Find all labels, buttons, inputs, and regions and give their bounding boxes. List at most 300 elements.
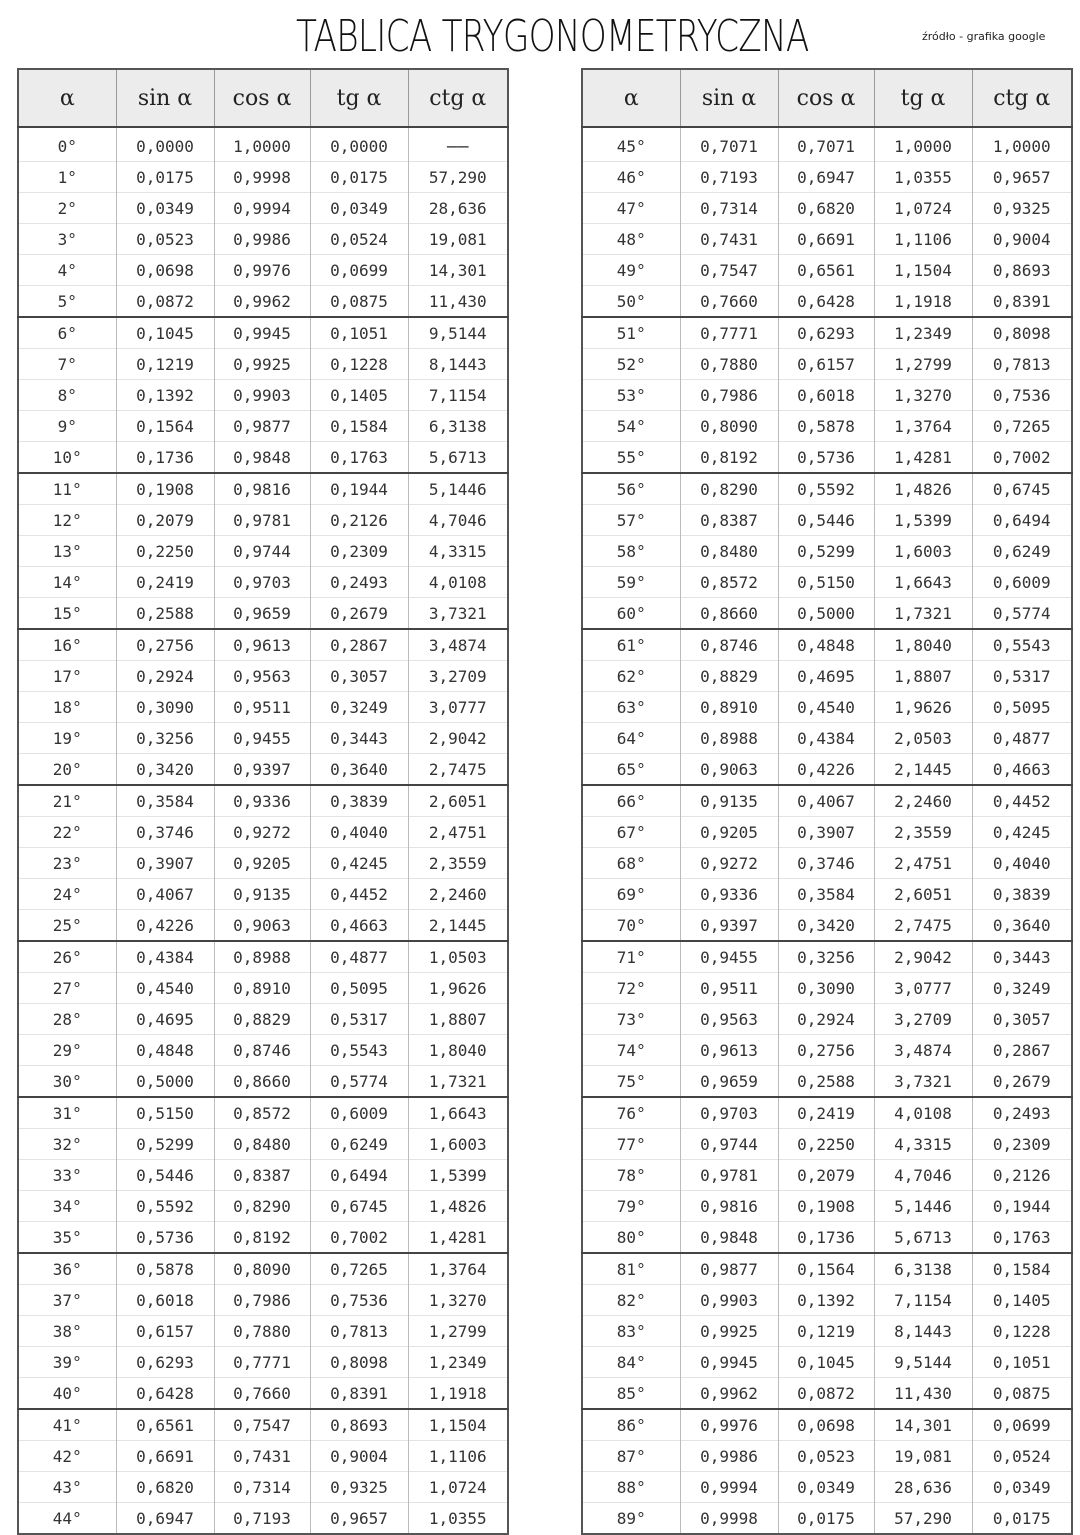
sin-cell: 0,3256 — [116, 723, 214, 754]
header-sin: sin α — [116, 69, 214, 127]
table-row — [582, 1503, 1072, 1535]
cos-cell: 0,6428 — [778, 286, 874, 318]
angle-cell: 75° — [582, 1066, 680, 1098]
cos-cell: 0,7547 — [214, 1409, 310, 1441]
sin-cell: 0,9781 — [680, 1160, 778, 1191]
angle-cell: 31° — [18, 1097, 116, 1129]
angle-cell: 77° — [582, 1129, 680, 1160]
tg-cell: 0,2679 — [310, 598, 408, 630]
tg-cell: 0,8693 — [310, 1409, 408, 1441]
tg-cell: 2,7475 — [874, 910, 972, 942]
sin-cell: 0,7986 — [680, 380, 778, 411]
cos-cell: 0,8660 — [214, 1066, 310, 1098]
page-title: TABLICA TRYGONOMETRYCZNA — [296, 11, 809, 62]
sin-cell: 0,9994 — [680, 1472, 778, 1503]
sin-cell: 0,8387 — [680, 505, 778, 536]
sin-cell: 0,8988 — [680, 723, 778, 754]
sin-cell: 0,8660 — [680, 598, 778, 630]
ctg-cell: 3,2709 — [408, 661, 508, 692]
table-header-row — [18, 69, 508, 127]
table-row — [582, 1285, 1072, 1316]
sin-cell: 0,8910 — [680, 692, 778, 723]
tg-cell: 0,1763 — [310, 442, 408, 474]
cos-cell: 0,1908 — [778, 1191, 874, 1222]
cos-cell: 0,8192 — [214, 1222, 310, 1254]
sin-cell: 0,5150 — [116, 1097, 214, 1129]
angle-cell: 65° — [582, 754, 680, 786]
table-row — [18, 255, 508, 286]
angle-cell: 59° — [582, 567, 680, 598]
cos-cell: 0,9703 — [214, 567, 310, 598]
tg-cell: 1,8040 — [874, 629, 972, 661]
cos-cell: 0,2250 — [778, 1129, 874, 1160]
sin-cell: 0,4848 — [116, 1035, 214, 1066]
table-row — [18, 505, 508, 536]
table-row — [18, 1191, 508, 1222]
ctg-cell: 0,1051 — [972, 1347, 1072, 1378]
cos-cell: 0,5000 — [778, 598, 874, 630]
cos-cell: 0,6018 — [778, 380, 874, 411]
tg-cell: 0,0875 — [310, 286, 408, 318]
ctg-cell: 0,6009 — [972, 567, 1072, 598]
angle-cell: 57° — [582, 505, 680, 536]
tg-cell: 1,0355 — [874, 162, 972, 193]
ctg-cell: 0,0699 — [972, 1409, 1072, 1441]
ctg-cell: 14,301 — [408, 255, 508, 286]
sin-cell: 0,1564 — [116, 411, 214, 442]
sin-cell: 0,9998 — [680, 1503, 778, 1535]
ctg-cell: 1,0724 — [408, 1472, 508, 1503]
ctg-cell: 0,3057 — [972, 1004, 1072, 1035]
tg-cell: 1,3764 — [874, 411, 972, 442]
angle-cell: 51° — [582, 317, 680, 349]
angle-cell: 76° — [582, 1097, 680, 1129]
sin-cell: 0,9903 — [680, 1285, 778, 1316]
angle-cell: 78° — [582, 1160, 680, 1191]
tg-cell: 2,0503 — [874, 723, 972, 754]
angle-cell: 22° — [18, 817, 116, 848]
sin-cell: 0,5299 — [116, 1129, 214, 1160]
cos-cell: 0,9781 — [214, 505, 310, 536]
sin-cell: 0,7071 — [680, 127, 778, 162]
ctg-cell: 0,4245 — [972, 817, 1072, 848]
table-body-right — [582, 127, 1072, 1534]
table-row — [582, 598, 1072, 630]
table-row — [582, 1347, 1072, 1378]
tg-cell: 1,2799 — [874, 349, 972, 380]
table-row — [582, 973, 1072, 1004]
cos-cell: 0,7771 — [214, 1347, 310, 1378]
tg-cell: 6,3138 — [874, 1253, 972, 1285]
ctg-cell: 8,1443 — [408, 349, 508, 380]
ctg-cell: 0,7265 — [972, 411, 1072, 442]
ctg-cell: 4,0108 — [408, 567, 508, 598]
angle-cell: 12° — [18, 505, 116, 536]
angle-cell: 30° — [18, 1066, 116, 1098]
ctg-cell: 5,1446 — [408, 473, 508, 505]
tg-cell: 3,0777 — [874, 973, 972, 1004]
table-row — [582, 941, 1072, 973]
tg-cell: 1,9626 — [874, 692, 972, 723]
tg-cell: 5,6713 — [874, 1222, 972, 1254]
tg-cell: 0,0699 — [310, 255, 408, 286]
angle-cell: 71° — [582, 941, 680, 973]
sin-cell: 0,0349 — [116, 193, 214, 224]
ctg-cell: 0,1228 — [972, 1316, 1072, 1347]
tg-cell: 0,9325 — [310, 1472, 408, 1503]
cos-cell: 0,6561 — [778, 255, 874, 286]
cos-cell: 0,8988 — [214, 941, 310, 973]
angle-cell: 52° — [582, 349, 680, 380]
angle-cell: 36° — [18, 1253, 116, 1285]
sin-cell: 0,1736 — [116, 442, 214, 474]
sin-cell: 0,9976 — [680, 1409, 778, 1441]
tg-cell: 0,9657 — [310, 1503, 408, 1535]
angle-cell: 89° — [582, 1503, 680, 1535]
angle-cell: 11° — [18, 473, 116, 505]
angle-cell: 9° — [18, 411, 116, 442]
angle-cell: 24° — [18, 879, 116, 910]
tg-cell: 4,0108 — [874, 1097, 972, 1129]
tg-cell: 1,8807 — [874, 661, 972, 692]
table-row — [18, 1004, 508, 1035]
table-row — [582, 879, 1072, 910]
header-tg: tg α — [874, 69, 972, 127]
tg-cell: 0,4452 — [310, 879, 408, 910]
header-alpha: α — [582, 69, 680, 127]
sin-cell: 0,7660 — [680, 286, 778, 318]
cos-cell: 0,9848 — [214, 442, 310, 474]
sin-cell: 0,9563 — [680, 1004, 778, 1035]
table-row — [18, 193, 508, 224]
tg-cell: 11,430 — [874, 1378, 972, 1410]
ctg-cell: 19,081 — [408, 224, 508, 255]
sin-cell: 0,1045 — [116, 317, 214, 349]
cos-cell: 0,6157 — [778, 349, 874, 380]
sin-cell: 0,5736 — [116, 1222, 214, 1254]
tg-cell: 7,1154 — [874, 1285, 972, 1316]
sin-cell: 0,8480 — [680, 536, 778, 567]
table-row — [582, 1316, 1072, 1347]
sin-cell: 0,9336 — [680, 879, 778, 910]
ctg-cell: 0,6249 — [972, 536, 1072, 567]
tg-cell: 0,6009 — [310, 1097, 408, 1129]
angle-cell: 29° — [18, 1035, 116, 1066]
ctg-cell: 3,0777 — [408, 692, 508, 723]
sin-cell: 0,3420 — [116, 754, 214, 786]
sin-cell: 0,0175 — [116, 162, 214, 193]
table-row — [582, 411, 1072, 442]
cos-cell: 0,6691 — [778, 224, 874, 255]
header-alpha: α — [18, 69, 116, 127]
table-row — [582, 723, 1072, 754]
ctg-cell: 1,9626 — [408, 973, 508, 1004]
cos-cell: 0,9925 — [214, 349, 310, 380]
angle-cell: 43° — [18, 1472, 116, 1503]
table-row — [18, 349, 508, 380]
table-row — [18, 1316, 508, 1347]
angle-cell: 16° — [18, 629, 116, 661]
ctg-cell: 0,0349 — [972, 1472, 1072, 1503]
tg-cell: 3,7321 — [874, 1066, 972, 1098]
sin-cell: 0,4067 — [116, 879, 214, 910]
angle-cell: 44° — [18, 1503, 116, 1535]
ctg-cell: 0,4452 — [972, 785, 1072, 817]
sin-cell: 0,9744 — [680, 1129, 778, 1160]
angle-cell: 85° — [582, 1378, 680, 1410]
angle-cell: 7° — [18, 349, 116, 380]
angle-cell: 20° — [18, 754, 116, 786]
sin-cell: 0,2419 — [116, 567, 214, 598]
angle-cell: 35° — [18, 1222, 116, 1254]
ctg-cell: 0,8693 — [972, 255, 1072, 286]
angle-cell: 54° — [582, 411, 680, 442]
tg-cell: 4,3315 — [874, 1129, 972, 1160]
sin-cell: 0,3090 — [116, 692, 214, 723]
sin-cell: 0,8192 — [680, 442, 778, 474]
cos-cell: 0,8090 — [214, 1253, 310, 1285]
cos-cell: 0,0872 — [778, 1378, 874, 1410]
ctg-cell: 1,1918 — [408, 1378, 508, 1410]
sin-cell: 0,5446 — [116, 1160, 214, 1191]
ctg-cell: 0,1944 — [972, 1191, 1072, 1222]
table-row — [18, 661, 508, 692]
tg-cell: 0,6745 — [310, 1191, 408, 1222]
ctg-cell: 1,6643 — [408, 1097, 508, 1129]
cos-cell: 0,2756 — [778, 1035, 874, 1066]
table-row — [582, 1160, 1072, 1191]
ctg-cell: 1,4281 — [408, 1222, 508, 1254]
ctg-cell: 0,8391 — [972, 286, 1072, 318]
table-row — [18, 1035, 508, 1066]
sin-cell: 0,5878 — [116, 1253, 214, 1285]
angle-cell: 82° — [582, 1285, 680, 1316]
tg-cell: 0,0000 — [310, 127, 408, 162]
trig-table-right — [581, 68, 1073, 1535]
tg-cell: 0,0175 — [310, 162, 408, 193]
table-row — [582, 1472, 1072, 1503]
cos-cell: 0,9336 — [214, 785, 310, 817]
cos-cell: 0,4848 — [778, 629, 874, 661]
table-row — [18, 380, 508, 411]
cos-cell: 0,4067 — [778, 785, 874, 817]
cos-cell: 0,8746 — [214, 1035, 310, 1066]
sin-cell: 0,1219 — [116, 349, 214, 380]
cos-cell: 0,7431 — [214, 1441, 310, 1472]
ctg-cell: 0,7536 — [972, 380, 1072, 411]
table-row — [18, 973, 508, 1004]
ctg-cell: 0,5317 — [972, 661, 1072, 692]
table-row — [582, 1409, 1072, 1441]
cos-cell: 0,6820 — [778, 193, 874, 224]
angle-cell: 17° — [18, 661, 116, 692]
sin-cell: 0,5592 — [116, 1191, 214, 1222]
ctg-cell: 1,3764 — [408, 1253, 508, 1285]
ctg-cell: 6,3138 — [408, 411, 508, 442]
tg-cell: 0,5543 — [310, 1035, 408, 1066]
sin-cell: 0,9135 — [680, 785, 778, 817]
tg-cell: 0,2309 — [310, 536, 408, 567]
cos-cell: 0,5150 — [778, 567, 874, 598]
sin-cell: 0,7314 — [680, 193, 778, 224]
sin-cell: 0,7431 — [680, 224, 778, 255]
ctg-cell: 2,9042 — [408, 723, 508, 754]
cos-cell: 0,7193 — [214, 1503, 310, 1535]
angle-cell: 81° — [582, 1253, 680, 1285]
ctg-cell: 0,5543 — [972, 629, 1072, 661]
tg-cell: 0,7536 — [310, 1285, 408, 1316]
table-body-left — [18, 127, 508, 1534]
table-row — [582, 629, 1072, 661]
header-cos: cos α — [778, 69, 874, 127]
cos-cell: 0,2079 — [778, 1160, 874, 1191]
ctg-cell: 0,9325 — [972, 193, 1072, 224]
tg-cell: 0,8098 — [310, 1347, 408, 1378]
cos-cell: 0,6293 — [778, 317, 874, 349]
table-row — [582, 661, 1072, 692]
cos-cell: 0,9205 — [214, 848, 310, 879]
ctg-cell: 1,0355 — [408, 1503, 508, 1535]
angle-cell: 26° — [18, 941, 116, 973]
tg-cell: 0,5095 — [310, 973, 408, 1004]
sin-cell: 0,9659 — [680, 1066, 778, 1098]
cos-cell: 0,9455 — [214, 723, 310, 754]
cos-cell: 0,9272 — [214, 817, 310, 848]
table-row — [582, 1066, 1072, 1098]
sin-cell: 0,8090 — [680, 411, 778, 442]
sin-cell: 0,6157 — [116, 1316, 214, 1347]
cos-cell: 0,4226 — [778, 754, 874, 786]
tg-cell: 0,5317 — [310, 1004, 408, 1035]
sin-cell: 0,6947 — [116, 1503, 214, 1535]
tg-cell: 1,2349 — [874, 317, 972, 349]
cos-cell: 0,0175 — [778, 1503, 874, 1535]
ctg-cell: 1,0503 — [408, 941, 508, 973]
tg-cell: 1,0000 — [874, 127, 972, 162]
table-row — [582, 349, 1072, 380]
table-row — [582, 1129, 1072, 1160]
sin-cell: 0,9205 — [680, 817, 778, 848]
angle-cell: 55° — [582, 442, 680, 474]
ctg-cell: 0,9004 — [972, 224, 1072, 255]
table-row — [582, 162, 1072, 193]
ctg-cell: 1,7321 — [408, 1066, 508, 1098]
tg-cell: 2,9042 — [874, 941, 972, 973]
angle-cell: 15° — [18, 598, 116, 630]
angle-cell: 3° — [18, 224, 116, 255]
ctg-cell: —— — [408, 127, 508, 162]
angle-cell: 1° — [18, 162, 116, 193]
table-row — [582, 1097, 1072, 1129]
table-row — [18, 536, 508, 567]
ctg-cell: 0,1584 — [972, 1253, 1072, 1285]
table-row — [582, 567, 1072, 598]
sin-cell: 0,6293 — [116, 1347, 214, 1378]
table-row — [582, 910, 1072, 942]
sin-cell: 0,9063 — [680, 754, 778, 786]
ctg-cell: 2,6051 — [408, 785, 508, 817]
angle-cell: 27° — [18, 973, 116, 1004]
sin-cell: 0,9848 — [680, 1222, 778, 1254]
sin-cell: 0,9703 — [680, 1097, 778, 1129]
ctg-cell: 1,8040 — [408, 1035, 508, 1066]
sin-cell: 0,9986 — [680, 1441, 778, 1472]
cos-cell: 0,0698 — [778, 1409, 874, 1441]
table-row — [18, 1472, 508, 1503]
sin-cell: 0,9925 — [680, 1316, 778, 1347]
sin-cell: 0,4695 — [116, 1004, 214, 1035]
cos-cell: 0,9945 — [214, 317, 310, 349]
sin-cell: 0,6018 — [116, 1285, 214, 1316]
table-row — [18, 1097, 508, 1129]
table-row — [582, 317, 1072, 349]
sin-cell: 0,8746 — [680, 629, 778, 661]
angle-cell: 28° — [18, 1004, 116, 1035]
angle-cell: 80° — [582, 1222, 680, 1254]
tg-cell: 0,3249 — [310, 692, 408, 723]
sin-cell: 0,5000 — [116, 1066, 214, 1098]
tg-cell: 0,0349 — [310, 193, 408, 224]
sin-cell: 0,9613 — [680, 1035, 778, 1066]
table-row — [582, 505, 1072, 536]
tg-cell: 0,3839 — [310, 785, 408, 817]
sin-cell: 0,9945 — [680, 1347, 778, 1378]
table-row — [18, 598, 508, 630]
tg-cell: 8,1443 — [874, 1316, 972, 1347]
angle-cell: 32° — [18, 1129, 116, 1160]
table-row — [582, 286, 1072, 318]
sin-cell: 0,6428 — [116, 1378, 214, 1410]
ctg-cell: 0,9657 — [972, 162, 1072, 193]
tg-cell: 2,6051 — [874, 879, 972, 910]
tg-cell: 3,2709 — [874, 1004, 972, 1035]
tg-cell: 2,4751 — [874, 848, 972, 879]
tg-cell: 0,9004 — [310, 1441, 408, 1472]
angle-cell: 84° — [582, 1347, 680, 1378]
cos-cell: 0,1219 — [778, 1316, 874, 1347]
sin-cell: 0,2756 — [116, 629, 214, 661]
table-row — [582, 1253, 1072, 1285]
ctg-cell: 1,8807 — [408, 1004, 508, 1035]
tg-cell: 1,4826 — [874, 473, 972, 505]
ctg-cell: 0,1405 — [972, 1285, 1072, 1316]
tg-cell: 0,1405 — [310, 380, 408, 411]
angle-cell: 34° — [18, 1191, 116, 1222]
angle-cell: 48° — [582, 224, 680, 255]
angle-cell: 21° — [18, 785, 116, 817]
cos-cell: 0,9962 — [214, 286, 310, 318]
table-row — [18, 941, 508, 973]
table-row — [582, 848, 1072, 879]
ctg-cell: 1,2349 — [408, 1347, 508, 1378]
tg-cell: 1,0724 — [874, 193, 972, 224]
cos-cell: 0,4540 — [778, 692, 874, 723]
cos-cell: 0,9976 — [214, 255, 310, 286]
sin-cell: 0,2588 — [116, 598, 214, 630]
ctg-cell: 0,3640 — [972, 910, 1072, 942]
angle-cell: 23° — [18, 848, 116, 879]
ctg-cell: 5,6713 — [408, 442, 508, 474]
table-row — [582, 1378, 1072, 1410]
cos-cell: 0,9877 — [214, 411, 310, 442]
ctg-cell: 0,5095 — [972, 692, 1072, 723]
angle-cell: 73° — [582, 1004, 680, 1035]
angle-cell: 56° — [582, 473, 680, 505]
cos-cell: 0,1392 — [778, 1285, 874, 1316]
ctg-cell: 0,8098 — [972, 317, 1072, 349]
tg-cell: 0,8391 — [310, 1378, 408, 1410]
tg-cell: 0,1944 — [310, 473, 408, 505]
